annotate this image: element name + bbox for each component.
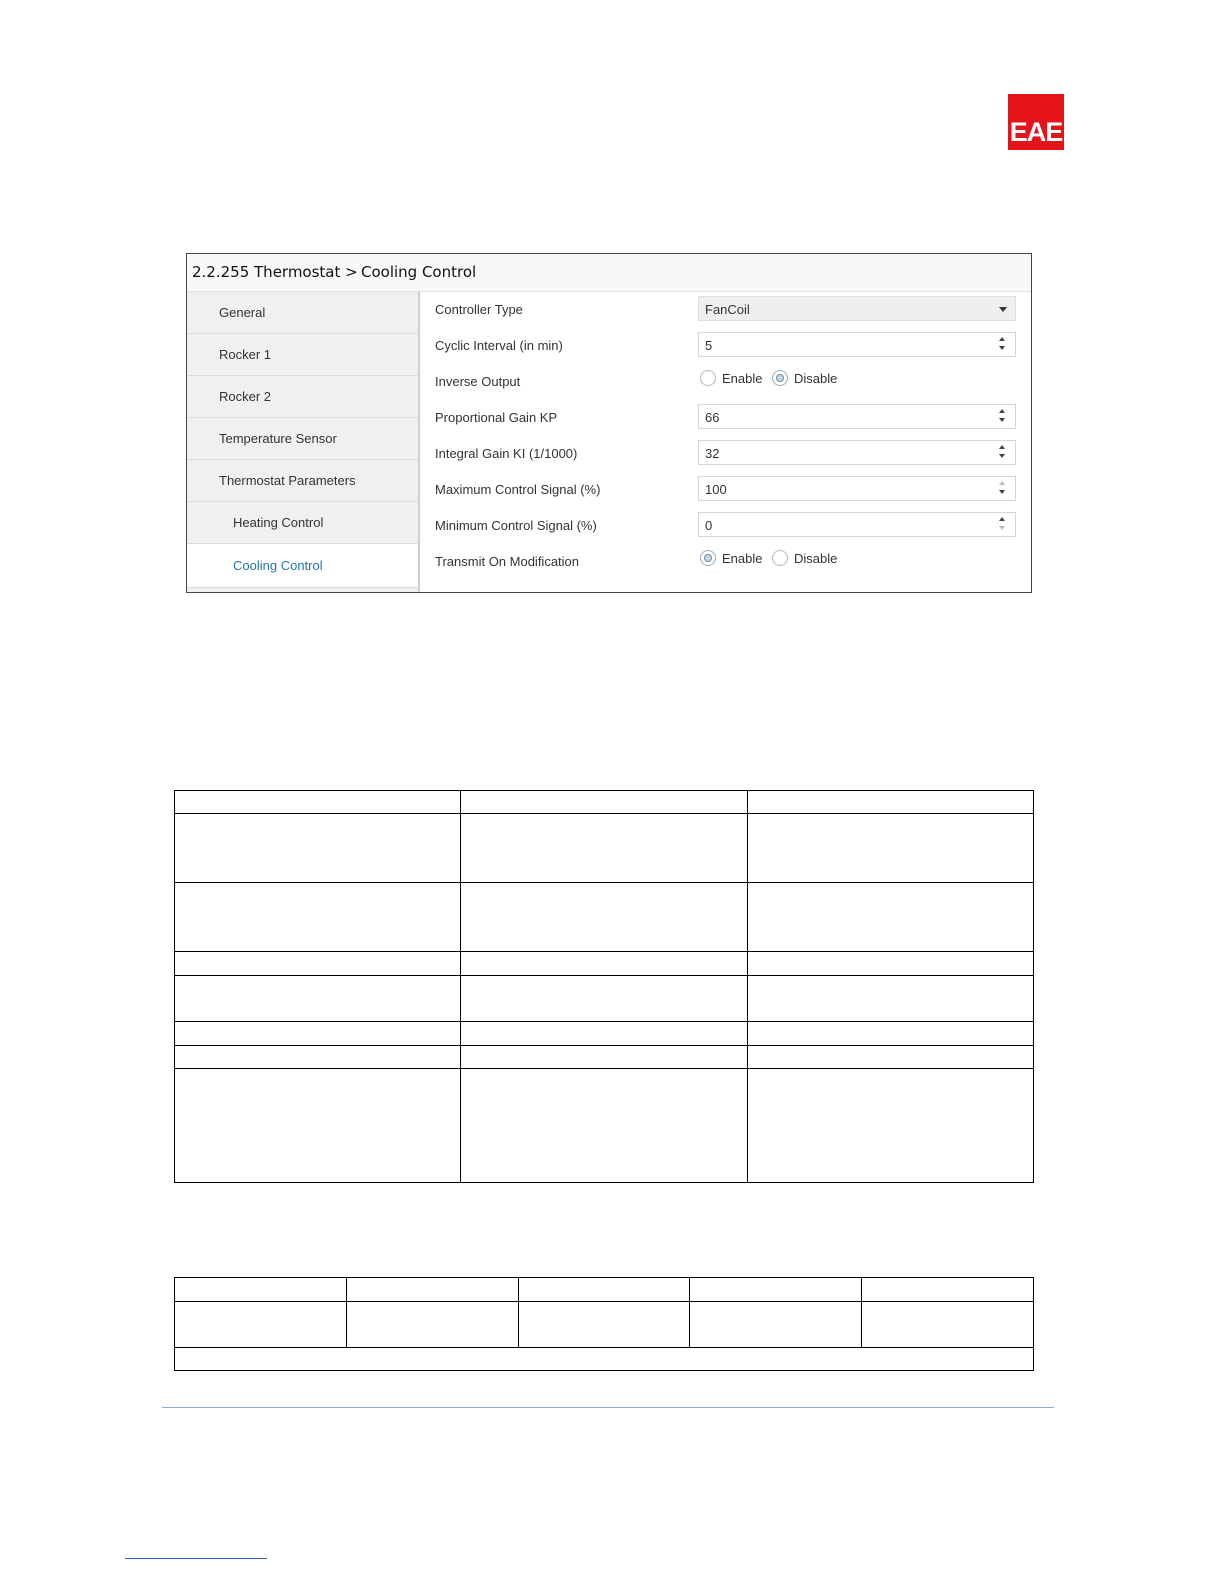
transmit-disable-radio[interactable] [772, 550, 837, 566]
cyclic-interval-stepper[interactable] [698, 332, 1016, 357]
radio-checked-icon [772, 370, 788, 386]
table-row [175, 976, 1034, 1022]
sidebar-item-temperature-sensor[interactable] [187, 418, 418, 460]
proportional-gain-stepper[interactable] [698, 404, 1016, 429]
inverse-output-enable-radio[interactable] [700, 370, 762, 386]
table-row [175, 1302, 1034, 1348]
param-row-max-control-signal [422, 472, 1032, 506]
radio-unchecked-icon [772, 550, 788, 566]
max-control-signal-value: 100 [705, 482, 727, 497]
param-row-transmit-on-modification [422, 544, 1032, 578]
breadcrumb-page: Cooling Control [361, 263, 477, 281]
proportional-gain-value: 66 [705, 410, 720, 425]
controller-type-dropdown[interactable] [698, 296, 1016, 321]
integral-gain-value: 32 [705, 446, 720, 461]
radio-label: Enable [722, 550, 763, 566]
spinner-arrows-icon[interactable] [999, 481, 1007, 497]
radio-label: Disable [794, 370, 838, 386]
sidebar-item-rocker-1[interactable] [187, 334, 418, 376]
param-row-inverse-output [422, 364, 1032, 398]
chevron-down-icon [999, 307, 1007, 312]
param-row-controller-type [422, 292, 1032, 326]
sidebar-item-label: Thermostat Parameters [219, 473, 356, 488]
logo-text: EAE [1009, 117, 1063, 147]
sidebar-item-label: Rocker 1 [219, 347, 272, 362]
sidebar-item-label: Cooling Control [233, 558, 323, 573]
controller-type-value: FanCoil [705, 302, 750, 317]
min-control-signal-stepper[interactable] [698, 512, 1016, 537]
sidebar-item-label: Rocker 2 [219, 389, 272, 404]
cyclic-interval-label: Cyclic Interval (in min) [435, 338, 563, 353]
table-row [175, 952, 1034, 976]
parameter-description-table [174, 790, 1034, 1183]
table-row [175, 1046, 1034, 1069]
param-row-min-control-signal [422, 508, 1032, 542]
sidebar-item-heating-control[interactable] [187, 502, 418, 544]
sidebar-item-label: Heating Control [233, 515, 324, 530]
max-control-signal-stepper[interactable] [698, 476, 1016, 501]
window-header [187, 254, 1031, 292]
max-control-signal-label: Maximum Control Signal (%) [435, 482, 601, 497]
radio-checked-icon [700, 550, 716, 566]
min-control-signal-label: Minimum Control Signal (%) [435, 518, 597, 533]
table-row [175, 1069, 1034, 1183]
sidebar-item-cooling-control[interactable] [187, 544, 418, 588]
table-row [175, 814, 1034, 883]
spinner-arrows-icon[interactable] [999, 409, 1007, 425]
min-control-signal-value: 0 [705, 518, 713, 533]
radio-label: Disable [794, 550, 838, 566]
radio-label: Enable [722, 370, 763, 386]
parameter-panel [422, 292, 1032, 592]
spinner-arrows-icon[interactable] [999, 517, 1007, 533]
table-row [175, 791, 1034, 814]
table-row [175, 1348, 1034, 1371]
sidebar-item-label: Temperature Sensor [219, 431, 337, 446]
transmit-on-modification-label: Transmit On Modification [435, 554, 580, 569]
cyclic-interval-value: 5 [705, 338, 713, 353]
radio-unchecked-icon [700, 370, 716, 386]
inverse-output-label: Inverse Output [435, 374, 521, 389]
sidebar [187, 292, 420, 592]
sidebar-item-thermostat-parameters[interactable] [187, 460, 418, 502]
integral-gain-stepper[interactable] [698, 440, 1016, 465]
parameter-window [186, 253, 1032, 593]
proportional-gain-label: Proportional Gain KP [435, 410, 558, 425]
param-row-cyclic-interval [422, 328, 1032, 362]
param-row-proportional-gain [422, 400, 1032, 434]
spinner-arrows-icon[interactable] [999, 445, 1007, 461]
transmit-enable-radio[interactable] [700, 550, 762, 566]
integral-gain-label: Integral Gain KI (1/1000) [435, 446, 578, 461]
controller-type-label: Controller Type [435, 302, 523, 317]
sidebar-item-general[interactable] [187, 292, 418, 334]
table-row [175, 1022, 1034, 1046]
sidebar-item-rocker-2[interactable] [187, 376, 418, 418]
spinner-arrows-icon[interactable] [999, 337, 1007, 353]
eae-logo [1008, 94, 1064, 150]
footer-link[interactable] [125, 1558, 267, 1559]
inverse-output-disable-radio[interactable] [772, 370, 837, 386]
breadcrumb-device[interactable]: 2.2.255 Thermostat > [192, 263, 358, 281]
communication-object-table [174, 1277, 1034, 1371]
table-row [175, 883, 1034, 952]
table-row [175, 1278, 1034, 1302]
sidebar-item-label: General [219, 305, 266, 320]
footer-divider [162, 1407, 1054, 1408]
param-row-integral-gain [422, 436, 1032, 470]
